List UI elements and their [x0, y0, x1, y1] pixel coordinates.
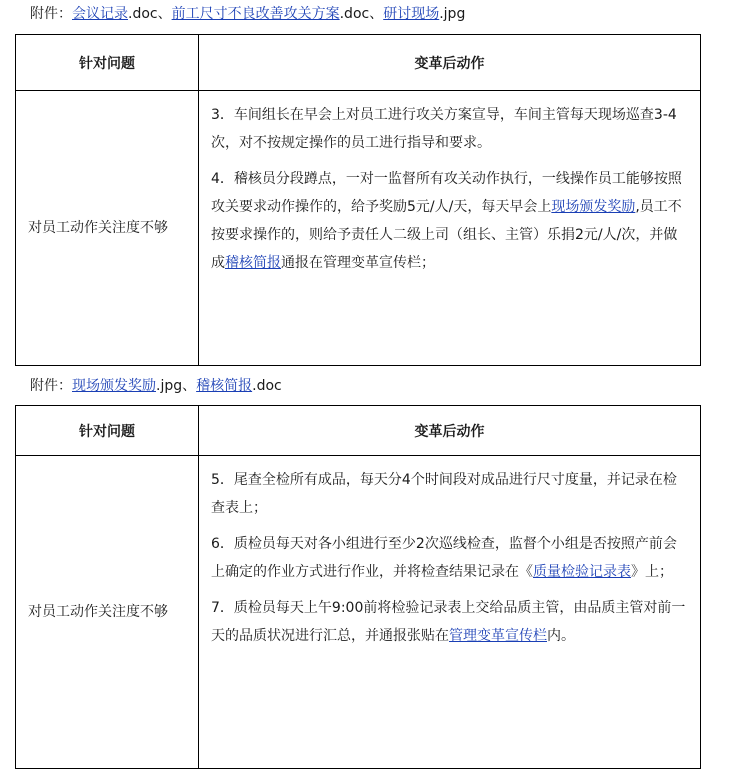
file-ext: .doc — [252, 378, 282, 394]
action-table-1 — [15, 34, 701, 366]
action-table-2 — [15, 405, 701, 769]
action-item-4 — [211, 165, 690, 277]
header-issue: 针对问题 — [16, 35, 199, 91]
text-run: 6．质检员每天对各小组进行至少2次巡线检查，监督个小组是否按照产前会上确定的作业方式进行作业，并将检查结果记录在《 — [211, 536, 677, 580]
table-row — [16, 91, 701, 366]
action-item-6 — [211, 530, 690, 586]
text-run: 7．质检员每天上午9:00前将检验记录表上交给品质主管，由品质主管对前一天的品质状况进行汇总，并通报张贴在 — [211, 600, 686, 644]
attachment-label: 附件： — [30, 378, 72, 394]
text-run: 4．稽核员分段蹲点，一对一监督所有攻关动作执行，一线操作员工能够按照攻关要求动作操作的，给予奖励5元/人/天，每天早会上 — [211, 171, 682, 215]
header-action: 变革后动作 — [199, 35, 701, 91]
link-quality-record[interactable]: 质量检验记录表 — [533, 564, 631, 580]
link-improvement-plan[interactable]: 前工尺寸不良改善攻关方案 — [171, 6, 340, 22]
table-header-row — [16, 35, 701, 91]
link-onsite-reward-photo[interactable]: 现场颁发奖励 — [72, 378, 156, 394]
issue-cell: 对员工动作关注度不够 — [16, 91, 199, 366]
attachment-line-2 — [30, 376, 282, 396]
link-audit-brief[interactable]: 稽核简报 — [225, 255, 281, 271]
issue-cell: 对员工动作关注度不够 — [16, 456, 199, 769]
action-item-3: 3．车间组长在早会上对员工进行攻关方案宣导，车间主管每天现场巡查3-4次，对不按规定操作的员工进行指导和要求。 — [211, 107, 677, 151]
attachment-line-1 — [30, 4, 465, 24]
action-cell — [199, 91, 701, 366]
link-discussion-site[interactable]: 研讨现场 — [383, 6, 440, 22]
link-onsite-reward[interactable]: 现场颁发奖励 — [551, 199, 636, 215]
file-ext: .doc、 — [339, 6, 384, 22]
file-ext: .jpg、 — [156, 378, 197, 394]
header-action: 变革后动作 — [199, 406, 701, 456]
attachment-label: 附件： — [30, 6, 72, 22]
text-run: 通报在管理变革宣传栏； — [281, 255, 435, 271]
action-item-7 — [211, 594, 690, 650]
link-bulletin-board[interactable]: 管理变革宣传栏 — [449, 628, 547, 644]
action-item-5: 5．尾查全检所有成品，每天分4个时间段对成品进行尺寸度量，并记录在检查表上； — [211, 472, 677, 516]
file-ext: .jpg — [439, 6, 466, 22]
table-header-row — [16, 406, 701, 456]
text-run: ,员工不按要求操作的，则给予责任人二级上司（组长、主管）乐捐2元/人/次，并做成 — [211, 199, 682, 271]
link-meeting-record[interactable]: 会议记录 — [72, 6, 128, 22]
link-audit-brief-doc[interactable]: 稽核简报 — [196, 378, 253, 394]
header-issue: 针对问题 — [16, 406, 199, 456]
action-cell — [199, 456, 701, 769]
file-ext: .doc、 — [128, 6, 172, 22]
table-row — [16, 456, 701, 769]
text-run: 》上； — [631, 564, 673, 580]
text-run: 内。 — [547, 628, 575, 644]
